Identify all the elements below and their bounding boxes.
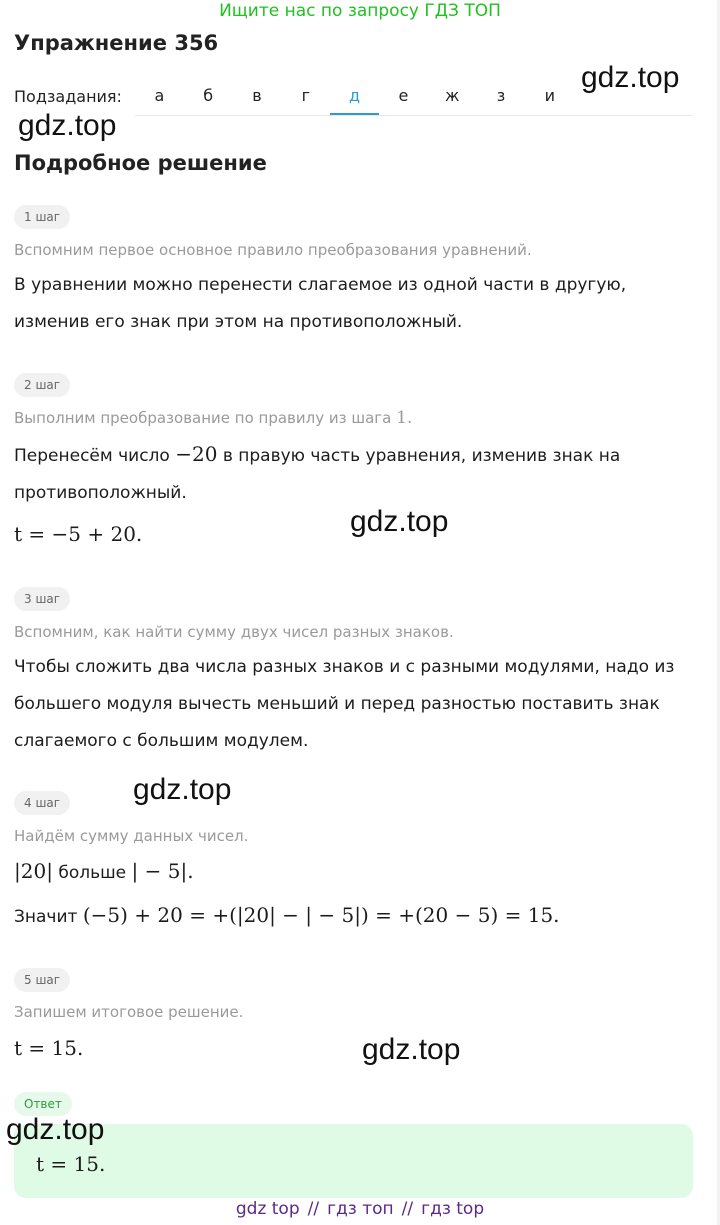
- subtasks-label: Подзадания:: [14, 87, 122, 106]
- tab-b[interactable]: б: [203, 86, 214, 105]
- answer-formula: t = 15.: [36, 1152, 106, 1176]
- tab-v[interactable]: в: [252, 86, 262, 105]
- step-line: [14, 897, 694, 936]
- formula: t = −5 + 20.: [14, 522, 143, 546]
- step-line: [14, 853, 694, 892]
- section-title: Подробное решение: [14, 151, 267, 175]
- step-badge: 4 шаг: [14, 791, 70, 815]
- step-hint: Найдём сумму данных чисел.: [14, 827, 249, 845]
- answer-badge: Ответ: [14, 1092, 72, 1116]
- hint-text: Выполним преобразование по правилу из шага: [14, 409, 397, 427]
- footer-separator: //: [401, 1199, 414, 1219]
- inline-math: |20|: [14, 859, 53, 883]
- watermark: gdz.top: [581, 61, 680, 94]
- inline-math: | − 5|.: [131, 859, 194, 883]
- step-badge: 3 шаг: [14, 587, 70, 611]
- page-title: Упражнение 356: [14, 31, 219, 55]
- step-text-part: больше: [52, 863, 132, 883]
- watermark: gdz.top: [6, 1113, 105, 1146]
- step-text: [14, 436, 694, 512]
- tab-a[interactable]: а: [154, 86, 165, 105]
- tab-g[interactable]: г: [301, 86, 310, 105]
- formula: t = 15.: [14, 1036, 84, 1060]
- promo-text: Ищите нас по запросу ГДЗ ТОП: [219, 1, 501, 21]
- step-text-part: Перенесём число: [14, 446, 176, 466]
- step-badge: 5 шаг: [14, 968, 70, 992]
- tab-i[interactable]: и: [544, 86, 555, 105]
- watermark: gdz.top: [362, 1033, 461, 1066]
- footer-link[interactable]: gdz top: [235, 1199, 300, 1219]
- watermark: gdz.top: [133, 773, 232, 806]
- step-badge: 1 шаг: [14, 205, 70, 229]
- tab-z[interactable]: з: [496, 86, 506, 105]
- step-text: Чтобы сложить два числа разных знаков и с разными модулями, надо из большего модуля вычесть меньший и перед разностью поставить знак слагаемого с большим модулем.: [14, 657, 675, 751]
- step-badge: 2 шаг: [14, 373, 70, 397]
- tab-d[interactable]: д: [330, 79, 379, 115]
- step-hint: Вспомним первое основное правило преобразования уравнений.: [14, 241, 532, 259]
- footer-link[interactable]: гдз top: [421, 1199, 485, 1219]
- tab-e[interactable]: е: [398, 86, 409, 105]
- tab-zh[interactable]: ж: [444, 86, 460, 105]
- step-text: В уравнении можно перенести слагаемое из одной части в другую, изменив его знак при этом на противоположный.: [14, 275, 627, 332]
- watermark: gdz.top: [18, 109, 117, 142]
- step-hint: Вспомним, как найти сумму двух чисел разных знаков.: [14, 623, 454, 641]
- footer-link[interactable]: гдз топ: [327, 1199, 394, 1219]
- step-text-part: в правую часть уравнения, изменив знак на противоположный.: [14, 446, 621, 503]
- step-hint: Запишем итоговое решение.: [14, 1003, 244, 1021]
- inline-math: (−5) + 20 = +(|20| − | − 5|) = +(20 − 5) = 15.: [82, 903, 560, 927]
- hint-math: 1.: [396, 408, 413, 428]
- footer-separator: //: [307, 1199, 320, 1219]
- watermark: gdz.top: [350, 505, 449, 538]
- footer-links: [0, 1199, 720, 1219]
- inline-math: −20: [175, 442, 218, 466]
- step-text-part: Значит: [14, 907, 83, 927]
- step-hint: [14, 408, 412, 428]
- answer-box: [14, 1124, 693, 1198]
